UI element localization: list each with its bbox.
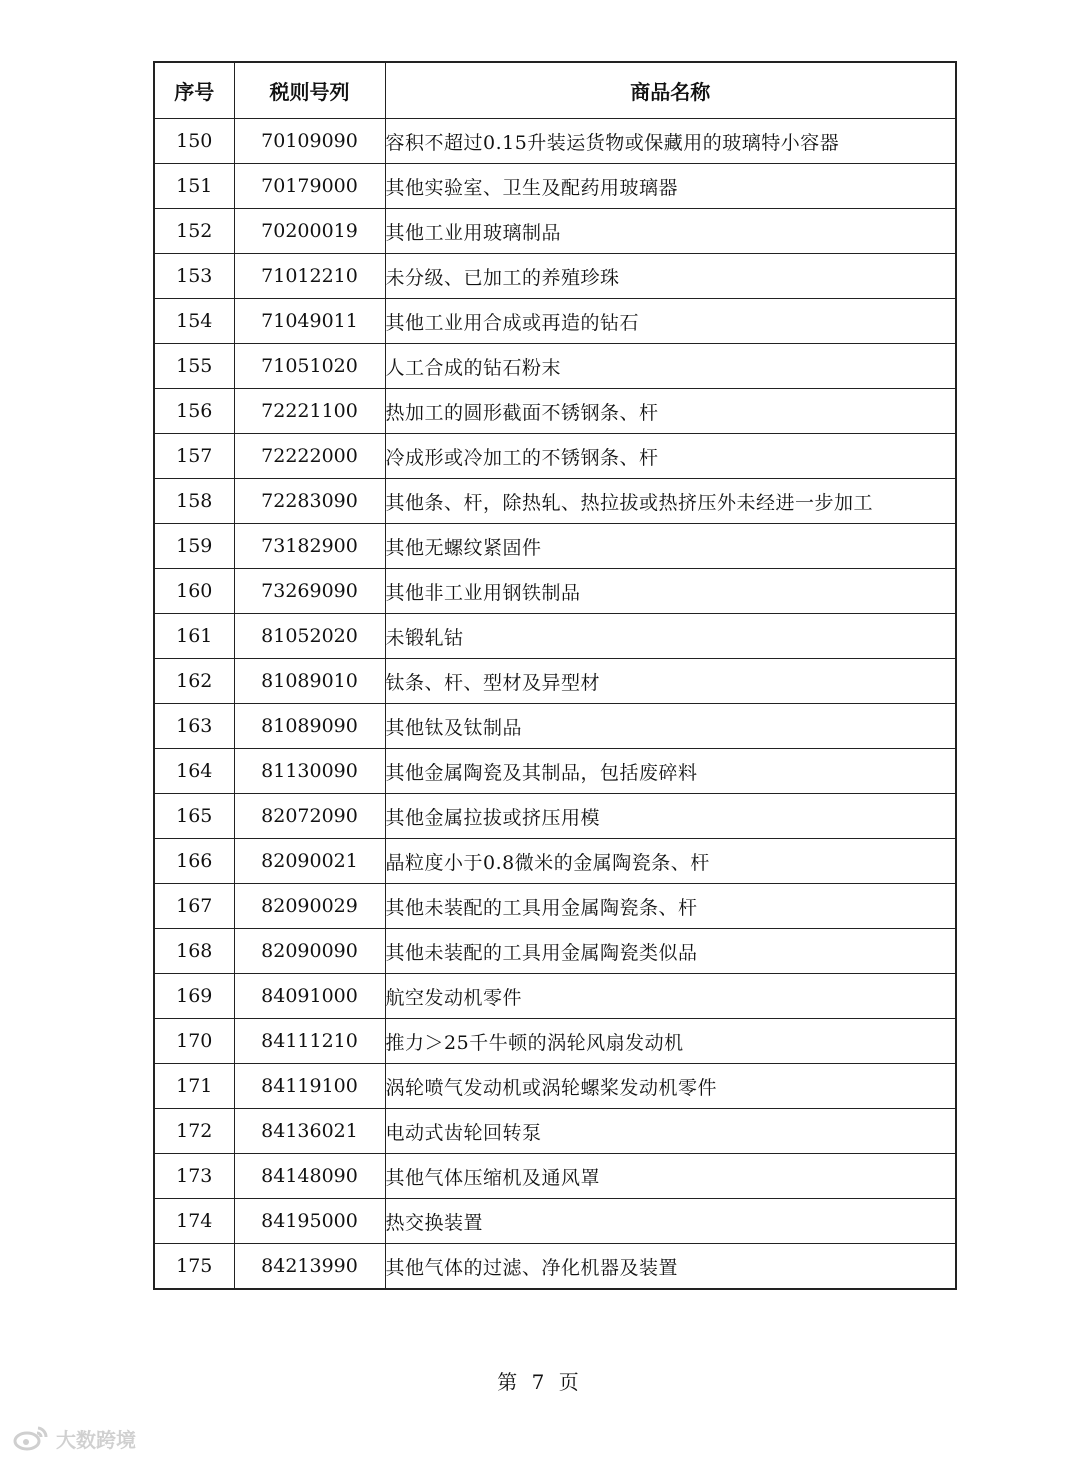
row-seq-cell: 164 [154,749,234,794]
row-code-cell: 70109090 [234,119,385,164]
row-seq-cell: 157 [154,434,234,479]
table-row [154,524,956,569]
row-code-cell: 70200019 [234,209,385,254]
row-code-cell: 72222000 [234,434,385,479]
row-name-cell: 其他未装配的工具用金属陶瓷类似品 [385,929,956,974]
row-seq-cell: 166 [154,839,234,884]
table-row [154,1064,956,1109]
row-name-cell: 未锻轧钴 [385,614,956,659]
tariff-table [153,61,957,1290]
row-code-cell: 72221100 [234,389,385,434]
page-number: 第 7 页 [497,1370,583,1394]
row-code-cell: 84111210 [234,1019,385,1064]
row-seq-cell: 171 [154,1064,234,1109]
row-seq-cell: 153 [154,254,234,299]
row-seq-cell: 170 [154,1019,234,1064]
row-name-cell: 其他未装配的工具用金属陶瓷条、杆 [385,884,956,929]
row-name-cell: 涡轮喷气发动机或涡轮螺桨发动机零件 [385,1064,956,1109]
row-code-cell: 84136021 [234,1109,385,1154]
table-row [154,974,956,1019]
row-code-cell: 82072090 [234,794,385,839]
row-name-cell: 电动式齿轮回转泵 [385,1109,956,1154]
table-row [154,1244,956,1290]
table-row [154,794,956,839]
row-code-cell: 82090029 [234,884,385,929]
header-row [154,62,956,119]
row-code-cell: 73182900 [234,524,385,569]
row-name-cell: 其他实验室、卫生及配药用玻璃器 [385,164,956,209]
table-row [154,479,956,524]
table-row [154,299,956,344]
row-name-cell: 其他气体压缩机及通风罩 [385,1154,956,1199]
table-row [154,434,956,479]
table-row [154,389,956,434]
table-row [154,119,956,164]
row-code-cell: 84091000 [234,974,385,1019]
table-row [154,1109,956,1154]
row-code-cell: 82090090 [234,929,385,974]
row-seq-cell: 165 [154,794,234,839]
watermark [12,1422,136,1454]
row-code-cell: 84148090 [234,1154,385,1199]
row-seq-cell: 155 [154,344,234,389]
row-seq-cell: 158 [154,479,234,524]
table-row [154,344,956,389]
row-name-cell: 航空发动机零件 [385,974,956,1019]
row-name-cell: 其他工业用玻璃制品 [385,209,956,254]
table-row [154,614,956,659]
row-name-cell: 容积不超过0.15升装运货物或保藏用的玻璃特小容器 [385,119,956,164]
table-row [154,884,956,929]
row-seq-cell: 163 [154,704,234,749]
row-seq-cell: 154 [154,299,234,344]
row-seq-cell: 174 [154,1199,234,1244]
row-name-cell: 其他气体的过滤、净化机器及装置 [385,1244,956,1290]
row-name-cell: 其他钛及钛制品 [385,704,956,749]
row-seq-cell: 173 [154,1154,234,1199]
table-header [154,62,956,119]
table-row [154,929,956,974]
table-row [154,164,956,209]
row-name-cell: 晶粒度小于0.8微米的金属陶瓷条、杆 [385,839,956,884]
table-row [154,1199,956,1244]
table-row [154,839,956,884]
row-seq-cell: 152 [154,209,234,254]
table-body [154,119,956,1290]
row-seq-cell: 161 [154,614,234,659]
row-seq-cell: 156 [154,389,234,434]
row-name-cell: 其他非工业用钢铁制品 [385,569,956,614]
row-code-cell: 72283090 [234,479,385,524]
row-name-cell: 冷成形或冷加工的不锈钢条、杆 [385,434,956,479]
table-row [154,254,956,299]
table-row [154,1154,956,1199]
row-name-cell: 热加工的圆形截面不锈钢条、杆 [385,389,956,434]
table-row [154,1019,956,1064]
row-seq-cell: 168 [154,929,234,974]
watermark-text: 大数跨境 [56,1427,136,1452]
row-name-cell: 其他条、杆，除热轧、热拉拔或热挤压外未经进一步加工 [385,479,956,524]
row-seq-cell: 160 [154,569,234,614]
row-code-cell: 73269090 [234,569,385,614]
row-code-cell: 70179000 [234,164,385,209]
row-code-cell: 81089090 [234,704,385,749]
row-code-cell: 84195000 [234,1199,385,1244]
row-seq-cell: 172 [154,1109,234,1154]
row-seq-cell: 162 [154,659,234,704]
row-seq-cell: 175 [154,1244,234,1290]
row-name-cell: 其他无螺纹紧固件 [385,524,956,569]
row-seq-cell: 167 [154,884,234,929]
header-seq: 序号 [154,62,234,119]
row-code-cell: 81130090 [234,749,385,794]
table-row [154,659,956,704]
weibo-logo-icon [12,1424,50,1452]
table-row [154,569,956,614]
row-name-cell: 其他金属拉拔或挤压用模 [385,794,956,839]
row-code-cell: 84119100 [234,1064,385,1109]
row-name-cell: 钛条、杆、型材及异型材 [385,659,956,704]
header-name: 商品名称 [385,62,956,119]
row-name-cell: 其他金属陶瓷及其制品，包括废碎料 [385,749,956,794]
row-code-cell: 84213990 [234,1244,385,1290]
row-code-cell: 71051020 [234,344,385,389]
header-code: 税则号列 [234,62,385,119]
row-name-cell: 热交换装置 [385,1199,956,1244]
table-row [154,749,956,794]
row-seq-cell: 150 [154,119,234,164]
row-name-cell: 人工合成的钻石粉末 [385,344,956,389]
row-code-cell: 71012210 [234,254,385,299]
row-name-cell: 未分级、已加工的养殖珍珠 [385,254,956,299]
row-name-cell: 其他工业用合成或再造的钻石 [385,299,956,344]
row-code-cell: 81089010 [234,659,385,704]
row-code-cell: 71049011 [234,299,385,344]
row-code-cell: 82090021 [234,839,385,884]
row-name-cell: 推力＞25千牛顿的涡轮风扇发动机 [385,1019,956,1064]
row-code-cell: 81052020 [234,614,385,659]
row-seq-cell: 159 [154,524,234,569]
row-seq-cell: 169 [154,974,234,1019]
table-row [154,704,956,749]
table-row [154,209,956,254]
row-seq-cell: 151 [154,164,234,209]
